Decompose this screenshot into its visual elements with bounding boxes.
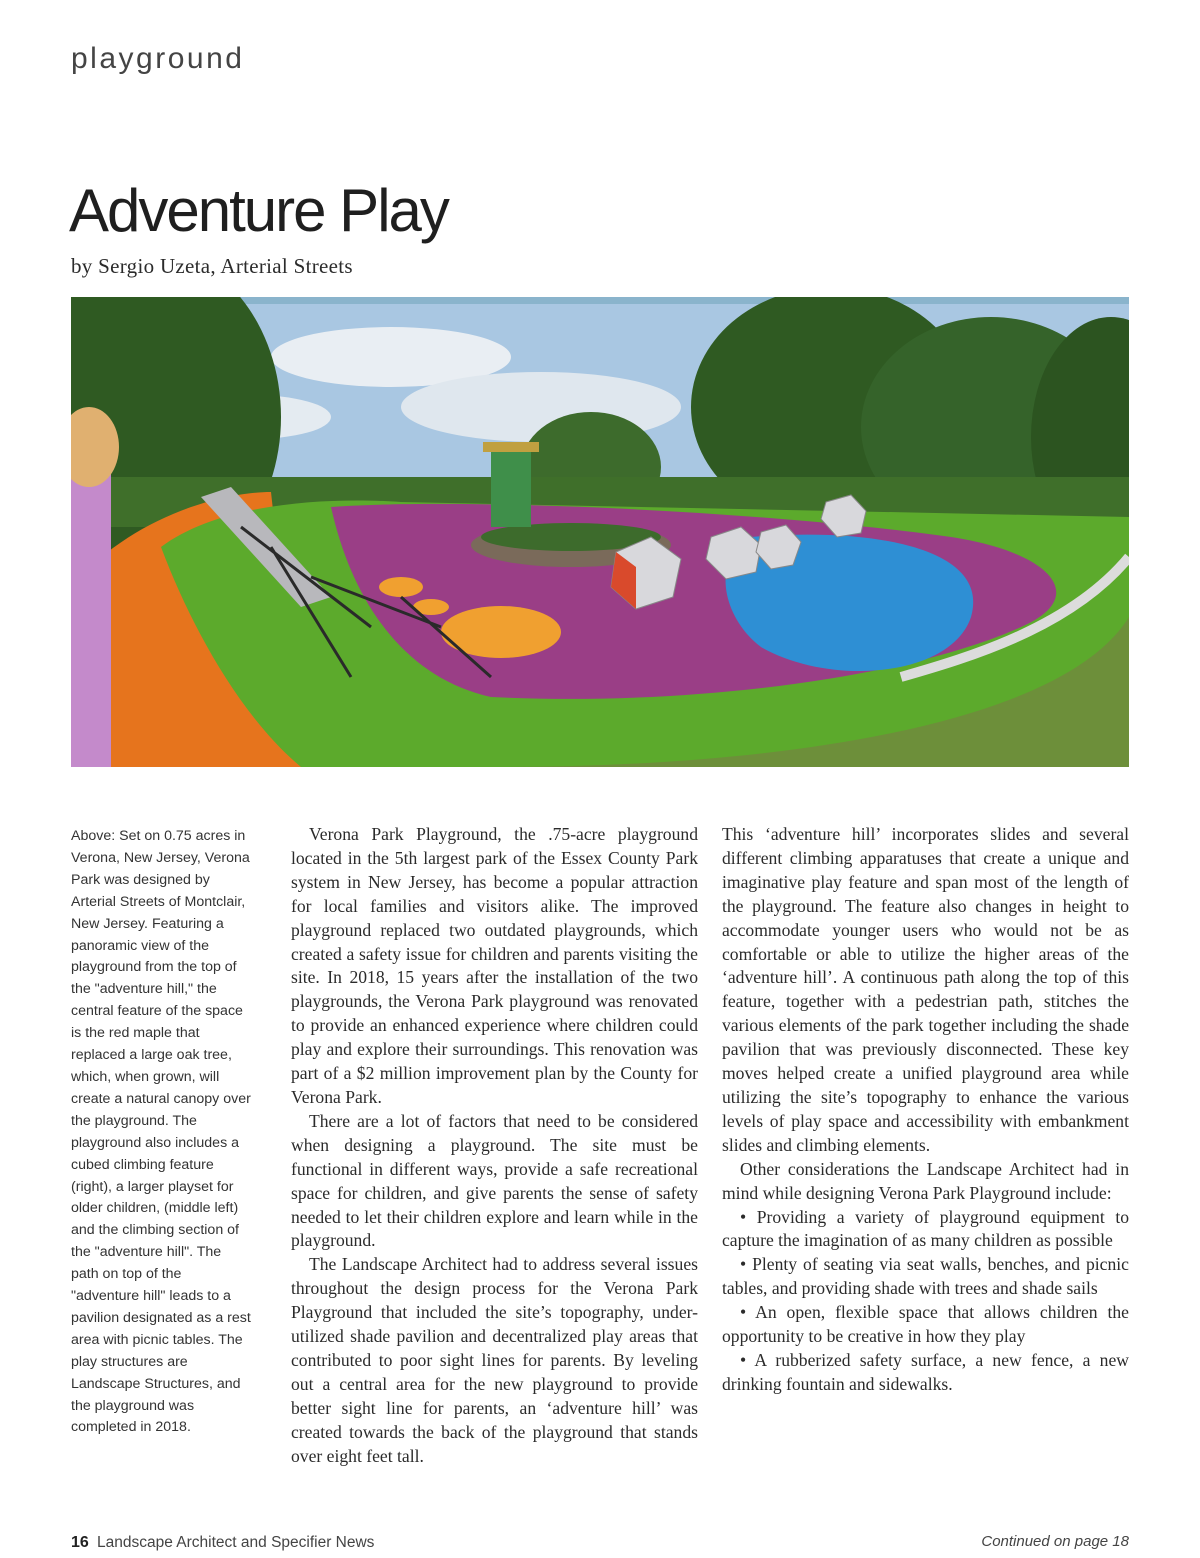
photo-orange-dot xyxy=(379,577,423,597)
bullet-item: • An open, flexible space that allows children the opportunity to be creative in how they play xyxy=(722,1302,1129,1347)
page-number: 16 xyxy=(71,1534,89,1551)
bullet-item: • Plenty of seating via seat walls, benches, and picnic tables, and providing shade with trees and shade sails xyxy=(722,1254,1129,1299)
photo-playset xyxy=(491,447,531,527)
playground-panorama-photo xyxy=(71,297,1129,767)
photo-playset-roof xyxy=(483,442,539,452)
body-column-1 xyxy=(291,823,698,1468)
continued-note: Continued on page 18 xyxy=(981,1533,1129,1550)
body-paragraph: This ‘adventure hill’ incorporates slides and several different climbing apparatuses that create a unique and imaginative play feature and span most of the length of the playground. The feature also changes in height to accommodate younger users who would not be as comfortable or able to utilize the higher areas of the ‘adventure hill’. A continuous path along the top of this feature, together with a pedestrian path, stitches the various elements of the park together including the shade pavilion that was previously disconnected. These key moves helped create a unified playground area while utilizing the site’s topography to enhance the various levels of play space and accessibility with embankment slides and climbing elements. xyxy=(722,824,1129,1155)
magazine-name: Landscape Architect and Specifier News xyxy=(97,1534,375,1551)
body-column-2 xyxy=(722,823,1129,1397)
article-title: Adventure Play xyxy=(69,177,448,244)
body-paragraph: There are a lot of factors that need to be considered when designing a playground. The site must be functional in different ways, provide a safe recreational space for children, and give parents the sense of safety needed to let their children explore and learn while in the playground. xyxy=(291,1110,698,1251)
body-paragraph: Other considerations the Landscape Architect had in mind while designing Verona Park Playground include: xyxy=(722,1158,1129,1203)
photo-illustration xyxy=(71,297,1129,767)
section-label: playground xyxy=(71,42,245,75)
photo-caption: Above: Set on 0.75 acres in Verona, New Jersey, Verona Park was designed by Arterial Streets of Montclair, New Jersey. Featuring a panoramic view of the playground from the top of the "adventure hill," the central feature of the space is the red maple that replaced a large oak tree, which, when grown, will create a natural canopy over the playground. The playground also includes a cubed climbing feature (right), a larger playset for older children, (middle left) and the climbing section of the "adventure hill". The path on top of the "adventure hill" leads to a pavilion designated as a rest area with picnic tables. The play structures are Landscape Structures, and the playground was completed in 2018. xyxy=(71,828,251,1436)
byline: by Sergio Uzeta, Arterial Streets xyxy=(71,254,353,278)
bullet-item: • A rubberized safety surface, a new fence, a new drinking fountain and sidewalks. xyxy=(722,1349,1129,1394)
body-paragraph: The Landscape Architect had to address several issues throughout the design process for the Verona Park Playground that included the site’s topography, under-utilized shade pavilion and decentralized play areas that contributed to poor sight lines for parents. By leveling out a central area for the new playground to provide better sight line for parents, an ‘adventure hill’ was created towards the back of the playground that stands over eight feet tall. xyxy=(291,1254,698,1466)
body-paragraph: Verona Park Playground, the .75-acre playground located in the 5th largest park of the Essex County Park system in New Jersey, has become a popular attraction for local families and visitors alike. The improved playground replaced two outdated playgrounds, which created a safety issue for children and parents visiting the site. In 2018, 15 years after the installation of the two playgrounds, the Verona Park playground was renovated to provide an enhanced experience where children could play and explore their surroundings. This renovation was part of a $2 million improvement plan by the County for Verona Park. xyxy=(291,824,698,1107)
bullet-item: • Providing a variety of playground equipment to capture the imagination of as many children as possible xyxy=(722,1206,1129,1251)
